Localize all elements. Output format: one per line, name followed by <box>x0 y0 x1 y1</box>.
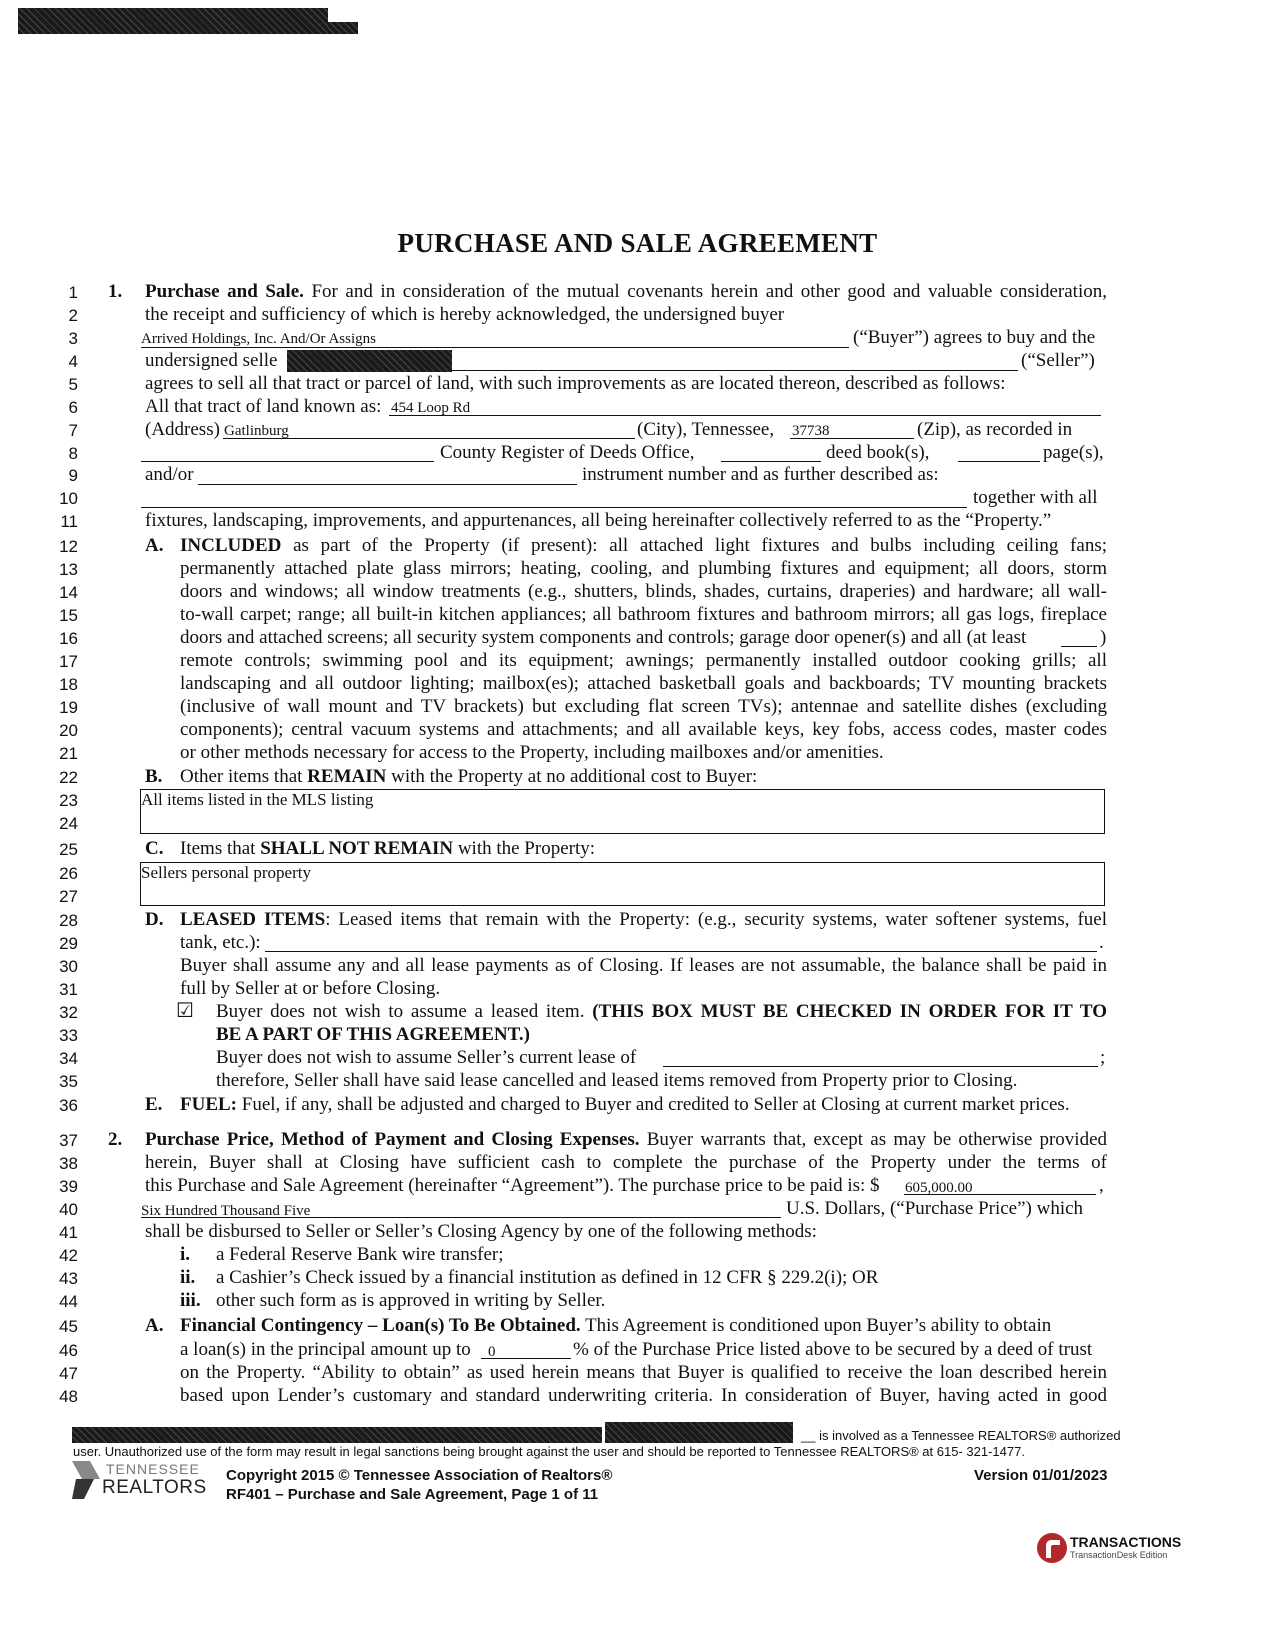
loan-percent-field[interactable]: 0 <box>488 1344 496 1360</box>
line-number: 17 <box>59 652 78 671</box>
section-1-number: 1. <box>108 281 123 302</box>
included-heading: INCLUDED <box>180 535 282 556</box>
section-1-line-5: agrees to sell all that tract or parcel of land, with such improvements as are located thereon, described as follows: <box>145 373 1006 394</box>
line-number: 24 <box>59 814 78 833</box>
address-line <box>389 415 1101 416</box>
line-number: 10 <box>59 489 78 508</box>
seller-label: undersigned selle <box>145 350 278 371</box>
section-d-line-34: Buyer does not wish to assume Seller’s current lease of <box>216 1047 637 1068</box>
excluded-items-text: Sellers personal property <box>141 863 311 882</box>
description-line <box>141 507 967 508</box>
redacted-seller-name <box>287 350 452 372</box>
section-a-line-16-close: ) <box>1100 627 1107 648</box>
redacted-licensee <box>72 1427 602 1443</box>
section-2-heading: Purchase Price, Method of Payment and Closing Expenses. <box>145 1129 640 1150</box>
section-2a-line-45 <box>180 1315 1051 1337</box>
redacted-licensee-2 <box>605 1422 793 1443</box>
line-text: with the Property at no additional cost to Buyer: <box>391 766 758 787</box>
section-2-line-40: U.S. Dollars, (“Purchase Price”) which <box>786 1198 1084 1219</box>
line-number: 42 <box>59 1246 78 1265</box>
line-text: Fuel, if any, shall be adjusted and charged to Buyer and credited to Seller at Closing at current market prices. <box>241 1094 1070 1115</box>
line-number: 19 <box>59 698 78 717</box>
seller-clause: (“Seller”) <box>1021 350 1095 371</box>
zip-field[interactable]: 37738 <box>792 423 830 439</box>
buyer-clause: (“Buyer”) agrees to buy and the <box>853 327 1096 348</box>
county-label: County Register of Deeds Office, <box>440 442 695 463</box>
instrument-line <box>198 484 577 485</box>
section-2a-line-46-head: a loan(s) in the principal amount up to <box>180 1339 471 1360</box>
logo-line-1: TENNESSEE <box>106 1461 200 1477</box>
zip-label: (Zip), as recorded in <box>917 419 1073 440</box>
line-text: This Agreement is conditioned upon Buyer’s ability to obtain <box>585 1315 1052 1336</box>
document-title: PURCHASE AND SALE AGREEMENT <box>397 228 878 258</box>
loan-percent-line <box>481 1358 571 1359</box>
section-b-letter: B. <box>145 766 163 787</box>
redacted-header <box>18 8 328 34</box>
address-field[interactable]: 454 Loop Rd <box>391 400 471 416</box>
section-a-line-19: (inclusive of wall mount and TV brackets) but excluding flat screen TVs); antennae and satellite dishes (excluding <box>180 696 1107 717</box>
line-number: 44 <box>59 1292 78 1311</box>
line-number: 5 <box>68 375 78 394</box>
tennessee-realtors-logo <box>72 1459 207 1501</box>
section-d-line-33: BE A PART OF THIS AGREEMENT.) <box>216 1024 530 1045</box>
line-number: 7 <box>68 421 78 440</box>
section-d-line-29: tank, etc.): <box>180 932 261 953</box>
section-e-letter: E. <box>145 1094 163 1115</box>
line-number: 12 <box>59 537 78 556</box>
section-2-line-37 <box>145 1129 1107 1151</box>
method-1: a Federal Reserve Bank wire transfer; <box>216 1244 504 1265</box>
section-1-heading: Purchase and Sale. <box>145 281 304 302</box>
section-1-line-11: fixtures, landscaping, improvements, and appurtenances, all being hereinafter collectively referred to as the “Property.” <box>145 510 1052 531</box>
line-number: 20 <box>59 721 78 740</box>
section-2a-line-47: on the Property. “Ability to obtain” as used herein means that Buyer is qualified to receive the loan described herein <box>180 1362 1107 1383</box>
price-in-words-field[interactable]: Six Hundred Thousand Five <box>141 1203 311 1219</box>
financial-contingency-heading: Financial Contingency – Loan(s) To Be Obtained. <box>180 1315 581 1336</box>
line-number: 16 <box>59 629 78 648</box>
line-text: with the Property: <box>457 838 596 859</box>
leased-item-checkbox[interactable]: ☑ <box>176 1000 194 1022</box>
line-text: as part of the Property (if present): all attached light fixtures and bulbs including ceiling fans; <box>293 535 1107 556</box>
price-in-words-line <box>141 1217 781 1218</box>
copyright-text: Copyright 2015 © Tennessee Association of Realtors® <box>226 1467 613 1484</box>
method-2-number: ii. <box>180 1267 196 1288</box>
section-d-line-31: full by Seller at or before Closing. <box>180 978 441 999</box>
line-number: 13 <box>59 560 78 579</box>
line-number: 21 <box>59 744 78 763</box>
section-d-line-30: Buyer shall assume any and all lease payments as of Closing. If leases are not assumable, the balance shall be paid in <box>180 955 1107 976</box>
land-known-as-label: All that tract of land known as: <box>145 396 382 417</box>
page-line <box>958 461 1040 462</box>
zip-line <box>790 438 914 439</box>
buyer-name-field[interactable]: Arrived Holdings, Inc. And/Or Assigns <box>141 331 376 347</box>
instrument-label: instrument number and as further described as: <box>582 464 939 485</box>
line-number: 31 <box>59 980 78 999</box>
section-a-line-18: landscaping and all outdoor lighting; mailbox(es); attached basketball goals and backboards; TV mounting brackets <box>180 673 1107 694</box>
line-number: 25 <box>59 840 78 859</box>
section-a-line-12 <box>180 535 1107 557</box>
deed-book-label: deed book(s), <box>826 442 930 463</box>
section-d-line-35: therefore, Seller shall have said lease cancelled and leased items removed from Property prior to Closing. <box>216 1070 1018 1091</box>
line-number: 33 <box>59 1026 78 1045</box>
line-number: 28 <box>59 911 78 930</box>
realtors-mark-icon <box>72 1459 100 1501</box>
line-number: 45 <box>59 1317 78 1336</box>
unauthorized-use-text: user. Unauthorized use of the form may result in legal sanctions being brought against the user and should be reported to Tennessee REALTORS® at 615- 321-1477. <box>73 1444 1025 1459</box>
line-text: Buyer warrants that, except as may be otherwise provided <box>646 1129 1108 1150</box>
line-text: : Leased items that remain with the Property: (e.g., security systems, water softener systems, fuel <box>325 909 1107 930</box>
leased-items-line <box>265 951 1097 952</box>
line-number: 40 <box>59 1200 78 1219</box>
section-c-letter: C. <box>145 838 164 859</box>
line-number: 30 <box>59 957 78 976</box>
line-number: 48 <box>59 1387 78 1406</box>
address-label: (Address) <box>145 419 220 440</box>
leased-items-heading: LEASED ITEMS <box>180 909 326 930</box>
section-2a-letter: A. <box>145 1315 164 1336</box>
line-number: 46 <box>59 1341 78 1360</box>
section-1-line-1 <box>145 281 1107 303</box>
purchase-price-field[interactable]: 605,000.00 <box>905 1180 973 1196</box>
deed-book-line <box>721 461 821 462</box>
section-d-line-34-end: ; <box>1100 1047 1106 1068</box>
section-a-line-13: permanently attached plate glass mirrors; heating, cooling, and plumbing fixtures and equipment; all doors, storm <box>180 558 1107 579</box>
logo-line-2: REALTORS <box>102 1477 207 1498</box>
city-label: (City), Tennessee, <box>637 419 775 440</box>
line-number: 34 <box>59 1049 78 1068</box>
method-2: a Cashier’s Check issued by a financial institution as defined in 12 CFR § 229.2(i); OR <box>216 1267 879 1288</box>
fuel-heading: FUEL: <box>180 1094 237 1115</box>
section-b-heading <box>180 766 757 788</box>
section-d-line-28 <box>180 909 1107 931</box>
line-number: 47 <box>59 1364 78 1383</box>
and-or-label: and/or <box>145 464 194 485</box>
line-number: 22 <box>59 768 78 787</box>
redacted-header-tail <box>328 22 358 34</box>
line-text: Other items that <box>180 766 303 787</box>
section-c-heading <box>180 838 595 860</box>
line-number: 6 <box>68 398 78 417</box>
line-number: 1 <box>68 283 78 302</box>
section-2-number: 2. <box>108 1129 123 1150</box>
line-number: 14 <box>59 583 78 602</box>
city-line <box>223 438 635 439</box>
form-id-text: RF401 – Purchase and Sale Agreement, Page 1 of 11 <box>226 1486 599 1503</box>
buyer-name-line <box>141 347 849 348</box>
line-number: 11 <box>60 512 78 531</box>
method-3-number: iii. <box>180 1290 201 1311</box>
method-3: other such form as is approved in writing by Seller. <box>216 1290 606 1311</box>
line-number: 26 <box>59 864 78 883</box>
page-label: page(s), <box>1043 442 1104 463</box>
line-text: For and in consideration of the mutual covenants herein and other good and valuable consideration, <box>311 281 1107 302</box>
line-number: 41 <box>59 1223 78 1242</box>
together-with-label: together with all <box>973 487 1098 508</box>
authorized-user-text: __ is involved as a Tennessee REALTORS® authorized <box>801 1428 1121 1443</box>
section-2a-line-46-tail: % of the Purchase Price listed above to be secured by a deed of trust <box>573 1339 1093 1360</box>
section-a-line-14: doors and windows; all window treatments (e.g., shutters, blinds, shades, curtains, draperies) and hardware; all wall- <box>180 581 1107 602</box>
method-1-number: i. <box>180 1244 191 1265</box>
section-a-letter: A. <box>145 535 164 556</box>
transactions-logo <box>1036 1530 1236 1566</box>
section-a-line-17: remote controls; swimming pool and its equipment; awnings; permanently installed outdoor cooking grills; all <box>180 650 1107 671</box>
version-text: Version 01/01/2023 <box>974 1467 1108 1484</box>
checkbox-warning: (THIS BOX MUST BE CHECKED IN ORDER FOR IT TO <box>592 1001 1107 1022</box>
line-number: 18 <box>59 675 78 694</box>
section-a-line-21: or other methods necessary for access to the Property, including mailboxes and/or amenities. <box>180 742 884 763</box>
section-1-line-2: the receipt and sufficiency of which is hereby acknowledged, the undersigned buyer <box>145 304 785 325</box>
line-number: 2 <box>68 306 78 325</box>
remote-count-line <box>1061 646 1097 647</box>
section-e-line <box>180 1094 1070 1116</box>
line-number: 43 <box>59 1269 78 1288</box>
line-number: 8 <box>68 444 78 463</box>
line-number: 9 <box>68 466 78 485</box>
current-lease-line <box>663 1066 1098 1067</box>
section-a-line-20: components); central vacuum systems and attachments; and all available keys, key fobs, access codes, master codes <box>180 719 1107 740</box>
line-number: 27 <box>59 887 78 906</box>
city-field[interactable]: Gatlinburg <box>224 423 289 439</box>
line-text: Buyer does not wish to assume a leased item. <box>216 1001 585 1022</box>
section-2-line-38: herein, Buyer shall at Closing have sufficient cash to complete the purchase of the Property under the terms of <box>145 1152 1107 1173</box>
purchase-price-line <box>904 1194 1096 1195</box>
line-number: 29 <box>59 934 78 953</box>
line-number: 4 <box>68 352 78 371</box>
line-number: 39 <box>59 1177 78 1196</box>
section-a-line-16: doors and attached screens; all security system components and controls; garage door opener(s) and all (at least <box>180 627 1027 648</box>
line-number: 32 <box>59 1003 78 1022</box>
section-2-line-41: shall be disbursed to Seller or Seller’s Closing Agency by one of the following methods: <box>145 1221 817 1242</box>
transactions-brand: TRANSACTIONS <box>1070 1534 1182 1550</box>
section-d-line-29-end: . <box>1099 932 1104 953</box>
line-text: Items that <box>180 838 256 859</box>
section-2a-line-48: based upon Lender’s customary and standard underwriting criteria. In consideration of Buyer, having acted in good <box>180 1385 1107 1406</box>
line-number: 15 <box>59 606 78 625</box>
county-line <box>141 461 434 462</box>
transactions-mark-icon <box>1036 1532 1068 1564</box>
remain-items-text: All items listed in the MLS listing <box>141 790 374 809</box>
line-number: 35 <box>59 1072 78 1091</box>
section-2-line-39: this Purchase and Sale Agreement (hereinafter “Agreement”). The purchase price to be paid is: $ <box>145 1175 880 1196</box>
line-number: 37 <box>59 1131 78 1150</box>
section-a-line-15: to-wall carpet; range; all built-in kitchen appliances; all bathroom fixtures and bathroom mirrors; all gas logs, fireplace <box>180 604 1107 625</box>
section-d-line-32 <box>216 1001 1107 1023</box>
line-number: 23 <box>59 791 78 810</box>
line-number: 3 <box>68 329 78 348</box>
seller-name-line <box>452 370 1018 371</box>
not-remain-keyword: SHALL NOT REMAIN <box>260 838 454 859</box>
line-number: 36 <box>59 1096 78 1115</box>
remain-keyword: REMAIN <box>307 766 387 787</box>
section-d-letter: D. <box>145 909 164 930</box>
transactions-sub: TransactionDesk Edition <box>1070 1550 1168 1560</box>
section-2-line-39-end: , <box>1099 1175 1104 1196</box>
line-number: 38 <box>59 1154 78 1173</box>
